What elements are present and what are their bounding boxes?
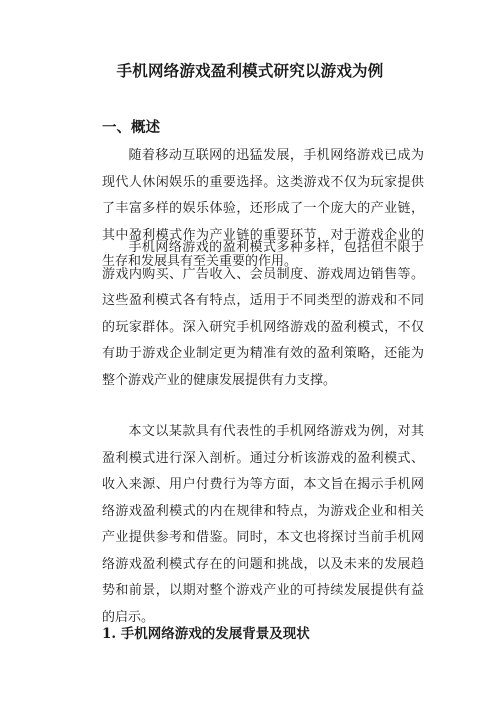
subsection-heading: 1. 手机网络游戏的发展背景及现状: [102, 626, 310, 642]
paragraph-text: 随着移动互联网的迅猛发展，手机网络游戏已成为现代人休闲娱乐的重要选择。这类游戏不仅为玩家提供了丰富多样的娱乐体验，还形成了一个庞大的产业链，其中盈利模式作为产业链的重要环节，对于游戏企业的生存和发展具有至关重要的作用。: [102, 148, 424, 269]
section-heading: 一、概述: [102, 119, 160, 136]
paragraph: [102, 419, 424, 631]
paragraph: [102, 235, 424, 394]
document-title: 手机网络游戏盈利模式研究以游戏为例: [116, 61, 384, 80]
paragraph-text: 本文以某款具有代表性的手机网络游戏为例，对其盈利模式进行深入剖析。通过分析该游戏的盈利模式、收入来源、用户付费行为等方面，本文旨在揭示手机网络游戏盈利模式的内在规律和特点，为游戏企业和相关产业提供参考和借鉴。同时，本文也将探讨当前手机网络游戏盈利模式存在的问题和挑战，以及未来的发展趋势和前景，以期对整个游戏产业的可持续发展提供有益的启示。: [102, 424, 424, 625]
paragraph-text: 手机网络游戏的盈利模式多种多样，包括但不限于游戏内购买、广告收入、会员制度、游戏周边销售等。这些盈利模式各有特点，适用于不同类型的游戏和不同的玩家群体。深入研究手机网络游戏的盈利模式，不仅有助于游戏企业制定更为精准有效的盈利策略，还能为整个游戏产业的健康发展提供有力支撑。: [102, 240, 424, 388]
